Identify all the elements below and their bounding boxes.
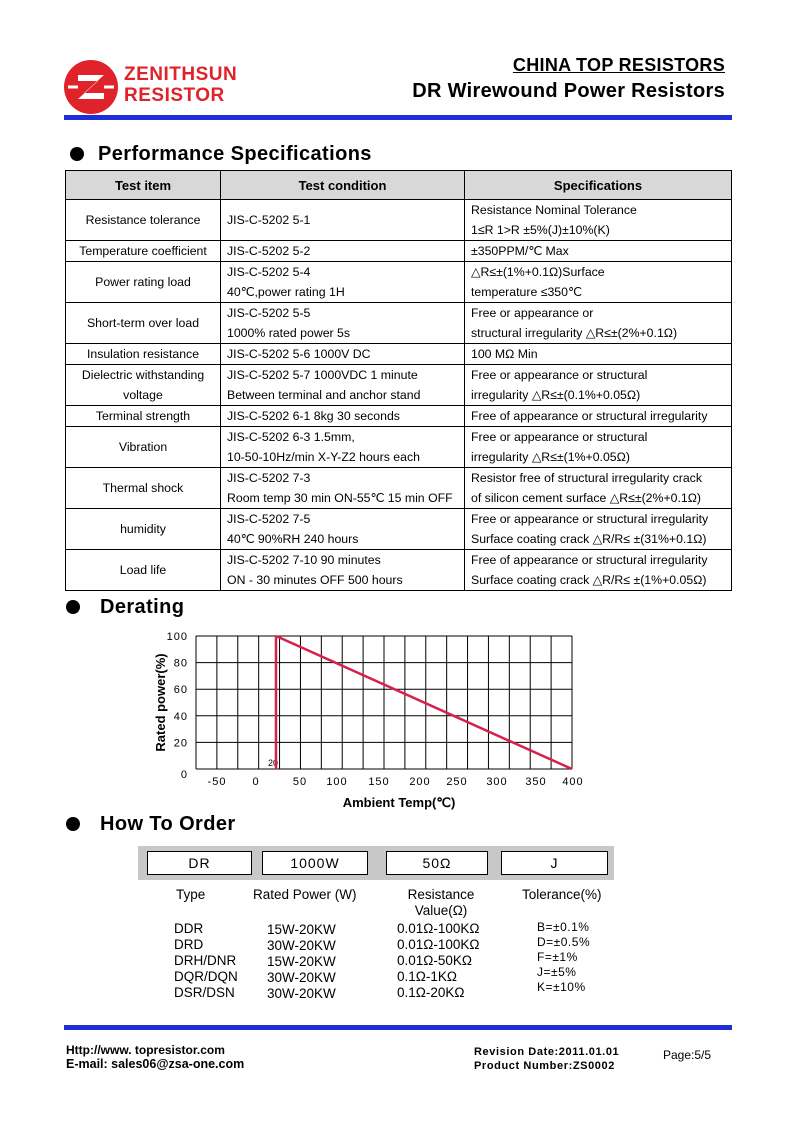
table-row: [66, 427, 732, 468]
list-item: J=±5%: [537, 965, 577, 979]
chart-grid: [196, 636, 572, 769]
derating-chart: [140, 625, 600, 815]
order-header-power: Rated Power (W): [253, 887, 357, 902]
list-item: DRH/DNR: [174, 953, 237, 968]
order-header-tolerance: Tolerance(%): [522, 887, 602, 902]
table-row: [66, 303, 732, 344]
cell-specification-line: △R≤±(1%+0.1Ω)Surface: [471, 265, 605, 279]
cell-test-condition: [221, 262, 465, 303]
x-tick-label: 350: [525, 776, 547, 788]
footer-revision-date: Revision Date:2011.01.01: [474, 1046, 620, 1058]
order-box-tolerance: [496, 846, 613, 880]
order-types-list: [174, 921, 238, 1001]
cell-test-item-line: Temperature coefficient: [79, 244, 207, 258]
cell-test-condition: [221, 344, 465, 365]
cell-test-item-line: Resistance tolerance: [85, 213, 201, 227]
cell-test-condition-line: JIS-C-5202 5-4: [227, 265, 311, 279]
cell-specification: [465, 200, 732, 241]
cell-specification-line: Free or appearance or structural: [471, 430, 648, 444]
cell-test-item-line: Insulation resistance: [86, 347, 200, 361]
list-item: DRD: [174, 937, 204, 952]
footer-url[interactable]: Http://www. topresistor.com: [66, 1043, 225, 1057]
cell-specification-line: Free or appearance or structural irregularity: [471, 512, 709, 526]
y-tick-label: 0: [180, 769, 188, 781]
y-tick-label: 60: [173, 684, 188, 697]
cell-test-condition: [221, 427, 465, 468]
x-tick-label: 250: [446, 776, 468, 788]
cell-test-item: [66, 262, 221, 303]
table-header-row: [66, 171, 732, 200]
cell-test-condition-line: JIS-C-5202 7-10 90 minutes: [227, 553, 381, 567]
order-header-type: Type: [176, 887, 206, 902]
cell-test-condition: [221, 200, 465, 241]
list-item: 0.01Ω-50KΩ: [397, 953, 472, 968]
section-title-order: How To Order: [100, 813, 236, 835]
x-tick-label: 0: [252, 776, 260, 788]
cell-specification-line: irregularity △R≤±(1%+0.05Ω): [471, 450, 630, 464]
header-title-product: DR Wirewound Power Resistors: [412, 80, 725, 102]
section-bullet: [66, 600, 80, 614]
col-header-specifications: Specifications: [465, 171, 732, 200]
table-row: [66, 550, 732, 591]
list-item: 30W-20KW: [267, 970, 336, 985]
cell-specification-line: Free or appearance or structural: [471, 368, 648, 382]
cell-test-condition: [221, 468, 465, 509]
cell-test-item-line: Load life: [119, 563, 167, 577]
cell-specification: [465, 365, 732, 406]
x-tick-label: 150: [368, 776, 390, 788]
col-header-test-item: Test item: [66, 171, 221, 200]
list-item: 0.1Ω-20KΩ: [397, 985, 465, 1000]
cell-specification-line: Free of appearance or structural irregularity: [471, 553, 708, 567]
order-code-resistance: 50Ω: [386, 851, 488, 875]
cell-test-item: [66, 303, 221, 344]
list-item: 0.01Ω-100KΩ: [397, 921, 480, 936]
table-row: [66, 241, 732, 262]
cell-test-item-line: Terminal strength: [95, 409, 191, 423]
order-box-type: [142, 846, 257, 880]
header-divider: [64, 115, 732, 120]
order-header-resistance-line2: Value(Ω): [414, 903, 468, 918]
cell-specification-line: Resistor free of structural irregularity crack: [471, 471, 702, 485]
order-header-resistance: [405, 887, 477, 919]
zenithsun-logo-icon: [64, 60, 118, 114]
performance-table: [65, 170, 732, 591]
list-item: 15W-20KW: [267, 922, 336, 937]
footer-email[interactable]: E-mail: sales06@zsa-one.com: [66, 1057, 245, 1071]
cell-test-condition-line: JIS-C-5202 7-5: [227, 512, 311, 526]
cell-test-condition-line: 10-50-10Hz/min X-Y-Z2 hours each: [227, 450, 420, 464]
cell-test-item-line: voltage: [123, 388, 163, 402]
cell-test-condition-line: Room temp 30 min ON-55℃ 15 min OFF: [227, 491, 453, 505]
y-tick-label: 80: [173, 657, 188, 670]
order-tolerances-list: [537, 920, 590, 995]
list-item: K=±10%: [537, 980, 586, 994]
list-item: 30W-20KW: [267, 986, 336, 1001]
derating-knee-label: 20: [267, 758, 279, 768]
y-tick-label: 40: [173, 710, 188, 723]
x-tick-label: 200: [409, 776, 431, 788]
cell-specification-line: Free of appearance or structural irregularity: [471, 409, 708, 423]
cell-specification-line: Resistance Nominal Tolerance: [471, 203, 637, 217]
y-tick-label: 20: [173, 737, 188, 750]
table-row: [66, 509, 732, 550]
order-header-resistance-line1: Resistance: [407, 887, 475, 902]
cell-test-condition-line: Between terminal and anchor stand: [227, 388, 421, 402]
cell-test-item-line: Vibration: [118, 440, 168, 454]
footer-divider: [64, 1025, 732, 1030]
cell-specification: [465, 427, 732, 468]
cell-test-condition-line: 40℃ 90%RH 240 hours: [227, 532, 359, 546]
order-powers-list: [267, 922, 336, 1002]
cell-specification: [465, 406, 732, 427]
x-tick-label: 100: [326, 776, 348, 788]
list-item: 15W-20KW: [267, 954, 336, 969]
cell-test-condition-line: JIS-C-5202 5-7 1000VDC 1 minute: [227, 368, 418, 382]
cell-test-item: [66, 427, 221, 468]
list-item: 30W-20KW: [267, 938, 336, 953]
order-box-power: [257, 846, 373, 880]
x-tick-label: 50: [292, 776, 308, 788]
order-box-resistance: [381, 846, 493, 880]
list-item: B=±0.1%: [537, 920, 590, 934]
table-row: [66, 344, 732, 365]
cell-specification: [465, 262, 732, 303]
header-title-company: CHINA TOP RESISTORS: [512, 55, 725, 75]
brand-name: [124, 64, 237, 106]
cell-specification-line: irregularity △R≤±(0.1%+0.05Ω): [471, 388, 641, 402]
cell-test-condition-line: JIS-C-5202 6-1 8kg 30 seconds: [227, 409, 400, 423]
y-axis-title: Rated power(%): [153, 653, 168, 752]
order-values-list: [397, 921, 479, 1001]
cell-test-condition: [221, 406, 465, 427]
cell-test-item: [66, 406, 221, 427]
cell-test-condition: [221, 550, 465, 591]
cell-test-condition-line: JIS-C-5202 7-3: [227, 471, 311, 485]
cell-test-item: [66, 509, 221, 550]
cell-test-item: [66, 344, 221, 365]
cell-test-condition-line: JIS-C-5202 5-6 1000V DC: [227, 347, 371, 361]
cell-test-condition-line: 1000% rated power 5s: [227, 326, 351, 340]
col-header-test-condition: Test condition: [221, 171, 465, 200]
performance-table-body: [66, 200, 732, 591]
order-code-type: DR: [147, 851, 252, 875]
section-title-derating: Derating: [100, 596, 185, 618]
brand-line2: RESISTOR: [124, 85, 225, 106]
chart-ticks: [167, 631, 584, 788]
cell-test-condition-line: JIS-C-5202 5-2: [227, 244, 311, 258]
table-row: [66, 468, 732, 509]
derating-line-segment: [276, 636, 572, 769]
cell-specification: [465, 241, 732, 262]
cell-test-condition: [221, 241, 465, 262]
cell-specification-line: of silicon cement surface △R≤±(2%+0.1Ω): [471, 491, 702, 505]
list-item: 0.1Ω-1KΩ: [397, 969, 457, 984]
cell-test-item: [66, 550, 221, 591]
x-tick-label: 300: [486, 776, 508, 788]
cell-specification-line: Surface coating crack △R/R≤ ±(31%+0.1Ω): [471, 532, 707, 546]
list-item: DQR/DQN: [174, 969, 238, 984]
section-bullet: [70, 147, 84, 161]
list-item: D=±0.5%: [537, 935, 591, 949]
cell-specification-line: temperature ≤350℃: [471, 285, 582, 299]
footer-page-number: Page:5/5: [663, 1048, 712, 1062]
cell-test-condition-line: JIS-C-5202 5-5: [227, 306, 311, 320]
cell-test-item: [66, 200, 221, 241]
cell-test-condition-line: 40℃,power rating 1H: [227, 285, 345, 299]
cell-test-condition: [221, 365, 465, 406]
cell-specification: [465, 344, 732, 365]
x-axis-title: Ambient Temp(℃): [342, 795, 456, 810]
table-row: [66, 365, 732, 406]
table-row: [66, 262, 732, 303]
cell-specification-line: structural irregularity △R≤±(2%+0.1Ω): [471, 326, 678, 340]
cell-test-item-line: humidity: [120, 522, 166, 536]
cell-test-item-line: Dielectric withstanding: [81, 368, 205, 382]
cell-test-condition: [221, 509, 465, 550]
x-tick-label: 400: [562, 776, 584, 788]
chart-series: [276, 636, 572, 769]
cell-specification: [465, 509, 732, 550]
cell-test-item: [66, 365, 221, 406]
cell-test-item: [66, 241, 221, 262]
cell-specification-line: 1≤R 1>R ±5%(J)±10%(K): [471, 223, 610, 237]
cell-specification: [465, 303, 732, 344]
list-item: F=±1%: [537, 950, 578, 964]
cell-specification-line: Surface coating crack △R/R≤ ±(1%+0.05Ω): [471, 573, 707, 587]
cell-specification-line: Free or appearance or: [471, 306, 594, 320]
order-code-tolerance: J: [501, 851, 608, 875]
cell-test-condition-line: JIS-C-5202 5-1: [227, 213, 311, 227]
cell-test-condition-line: JIS-C-5202 6-3 1.5mm,: [227, 430, 355, 444]
cell-test-condition: [221, 303, 465, 344]
list-item: DSR/DSN: [174, 985, 235, 1000]
brand-line1: ZENITHSUN: [124, 64, 238, 85]
table-row: [66, 200, 732, 241]
cell-test-item: [66, 468, 221, 509]
x-tick-label: -50: [207, 776, 227, 788]
cell-specification: [465, 550, 732, 591]
cell-specification: [465, 468, 732, 509]
cell-specification-line: 100 MΩ Min: [471, 347, 538, 361]
section-title-performance: Performance Specifications: [98, 143, 372, 165]
order-code-power: 1000W: [262, 851, 368, 875]
cell-test-item-line: Short-term over load: [86, 316, 200, 330]
cell-test-item-line: Thermal shock: [102, 481, 184, 495]
y-tick-label: 100: [166, 631, 188, 643]
list-item: DDR: [174, 921, 204, 936]
footer-product-number: Product Number:ZS0002: [474, 1060, 615, 1072]
cell-test-item-line: Power rating load: [95, 275, 191, 289]
cell-specification-line: ±350PPM/℃ Max: [471, 244, 569, 258]
cell-test-condition-line: ON - 30 minutes OFF 500 hours: [227, 573, 403, 587]
list-item: 0.01Ω-100KΩ: [397, 937, 480, 952]
table-row: [66, 406, 732, 427]
section-bullet: [66, 817, 80, 831]
